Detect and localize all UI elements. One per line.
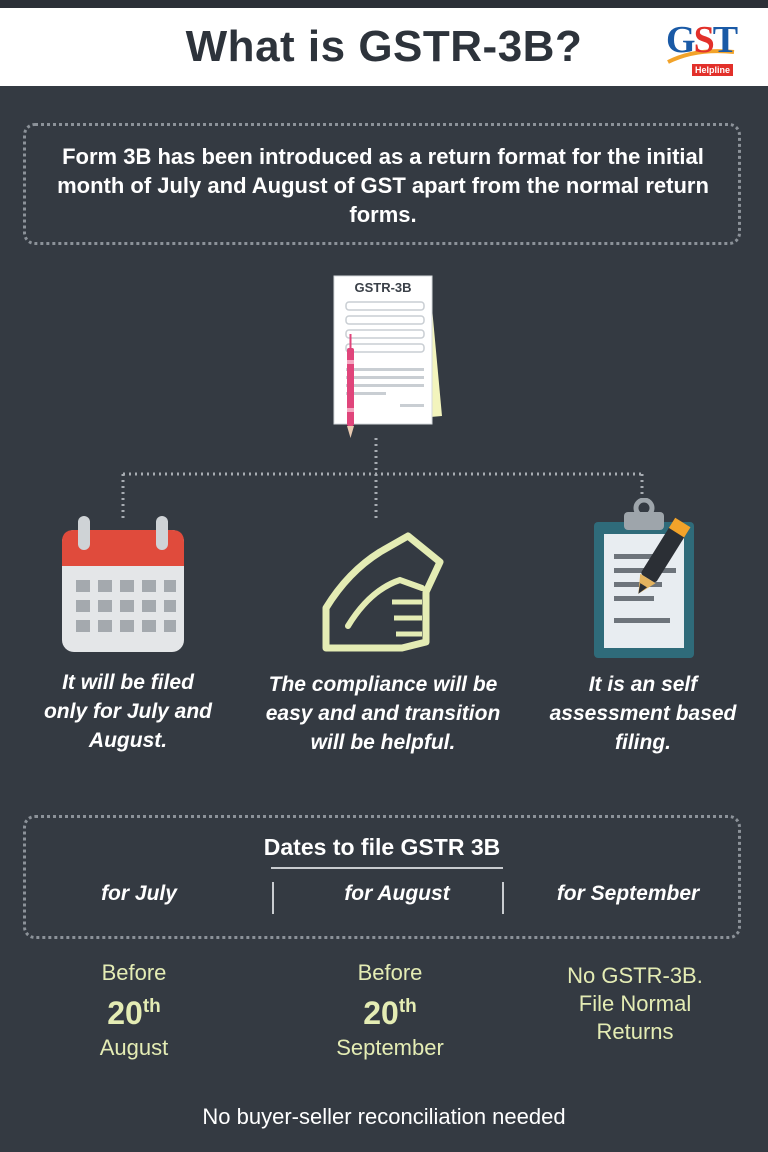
calendar-icon <box>60 512 188 654</box>
month-august: for August <box>344 882 450 905</box>
dates-title-underline <box>271 867 503 869</box>
month-september: for September <box>556 882 700 905</box>
month-july: for July <box>101 882 177 905</box>
clipboard-pen-icon <box>590 498 720 660</box>
feature-compliance: The compliance will be easy and and transition will be helpful. <box>265 673 501 754</box>
intro-box <box>23 123 741 245</box>
header <box>0 8 768 86</box>
page-title: What is GSTR-3B? <box>185 22 583 71</box>
gstr-document-icon <box>318 268 448 448</box>
top-strip <box>0 0 768 8</box>
feature-self-assessment: It is an self assessment based filing. <box>549 673 737 754</box>
document-label: GSTR-3B <box>354 280 412 295</box>
feature-july-august: It will be filed only for July and August. <box>43 671 213 752</box>
deadline-august: Before 20th September <box>336 960 444 1060</box>
dates-box <box>23 815 741 939</box>
intro-text: Form 3B has been introduced as a return format for the initial month of July and August of GST apart from the normal return forms. <box>57 144 709 227</box>
handshake-icon <box>318 530 446 656</box>
divider <box>272 882 274 914</box>
footer-note: No buyer-seller reconciliation needed <box>202 1104 566 1129</box>
deadline-july: Before 20th August <box>99 960 169 1060</box>
divider <box>502 882 504 914</box>
logo-subtitle: Helpline <box>692 64 733 76</box>
gst-helpline-logo: GST Helpline <box>666 19 737 75</box>
dates-title: Dates to file GSTR 3B <box>263 834 501 860</box>
deadline-september: No GSTR-3B. File Normal Returns <box>567 963 703 1044</box>
